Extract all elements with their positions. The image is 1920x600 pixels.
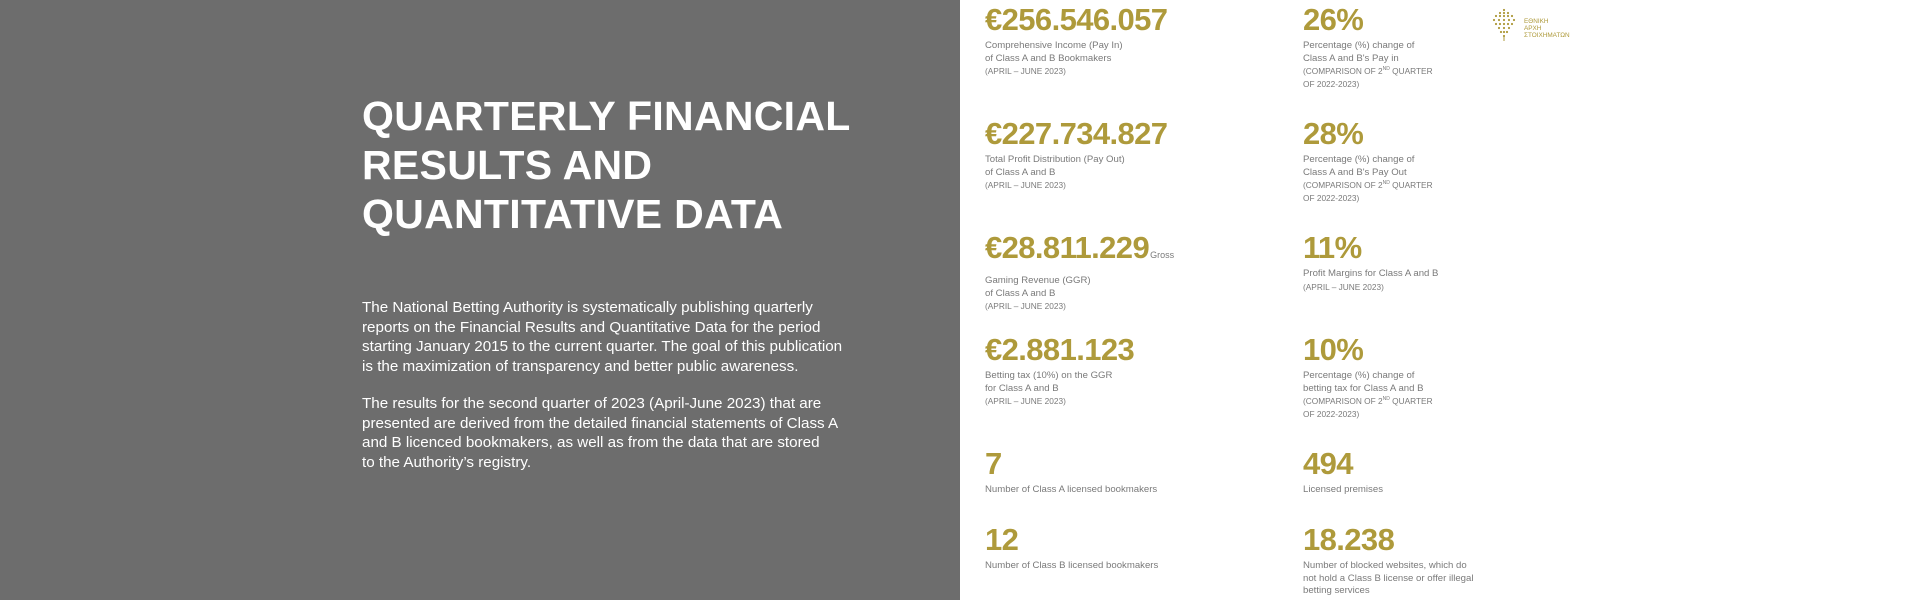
note-text: (COMPARISON OF 2 <box>1303 66 1383 76</box>
label-line: Percentage (%) change of <box>1303 370 1415 381</box>
logo-line: ΕΘΝΙΚΗ <box>1524 18 1549 25</box>
note-text: (COMPARISON OF 2 <box>1303 180 1383 190</box>
stat-value: €256.546.057 <box>985 2 1168 37</box>
intro-paragraph <box>362 298 882 376</box>
label-line: Number of blocked websites, which do <box>1303 560 1467 571</box>
stat-label <box>1303 268 1438 293</box>
label-note: (APRIL – JUNE 2023) <box>1303 281 1384 292</box>
stat-value: 26% <box>1303 2 1364 37</box>
paragraph-line: The results for the second quarter of 2023 (April-June 2023) that are <box>362 395 822 412</box>
note-superscript: ND <box>1382 396 1390 403</box>
label-line: betting tax for Class A and B <box>1303 382 1424 394</box>
label-note: (APRIL – JUNE 2023) <box>985 180 1066 190</box>
stat-value: 18.238 <box>1303 522 1395 557</box>
label-line: for Class A and B <box>985 382 1059 394</box>
note-text: QUARTER <box>1389 66 1433 76</box>
title-line: QUANTITATIVE DATA <box>362 191 784 237</box>
label-note <box>1303 179 1433 192</box>
label-line: Comprehensive Income (Pay In) <box>985 40 1123 51</box>
label-note: OF 2022-2023) <box>1303 408 1360 419</box>
stat-label <box>985 484 1157 497</box>
note-superscript: ND <box>1382 180 1390 187</box>
title-line: QUARTERLY FINANCIAL <box>362 93 851 139</box>
label-line: Profit Margins for Class A and B <box>1303 268 1439 279</box>
label-line: Licensed premises <box>1303 484 1383 495</box>
note-text: QUARTER <box>1389 396 1433 406</box>
stat-label <box>985 275 1174 313</box>
stat-pay-out-change <box>1303 118 1433 204</box>
stat-class-b <box>985 524 1158 573</box>
logo-text <box>1524 18 1570 39</box>
label-line: of Class A and B <box>985 166 1056 178</box>
stat-value: 11% <box>1303 230 1362 265</box>
label-line: betting services <box>1303 585 1370 596</box>
stat-suffix: Gross <box>1150 250 1175 260</box>
paragraph-line: starting January 2015 to the current quarter. The goal of this publication <box>362 338 843 355</box>
stat-label <box>985 560 1158 573</box>
stat-label <box>985 370 1134 408</box>
authority-logo <box>1490 8 1580 44</box>
label-note <box>1303 395 1433 408</box>
stat-label <box>985 40 1167 78</box>
stat-pay-in <box>985 4 1167 78</box>
logo-line: ΑΡΧΗ <box>1524 25 1542 32</box>
stat-value: €2.881.123 <box>985 332 1135 367</box>
lattice-emblem-icon <box>1490 8 1518 42</box>
label-line: of Class A and B Bookmakers <box>985 52 1112 64</box>
paragraph-line: presented are derived from the detailed financial statements of Class A <box>362 414 839 432</box>
stat-blocked-websites <box>1303 524 1473 598</box>
note-superscript: ND <box>1382 66 1390 73</box>
label-note: (APRIL – JUNE 2023) <box>985 66 1066 76</box>
note-text: (COMPARISON OF 2 <box>1303 396 1383 406</box>
paragraph-line: The National Betting Authority is systematically publishing quarterly <box>362 299 813 316</box>
stat-profit-margins <box>1303 232 1438 293</box>
stat-pay-in-change <box>1303 4 1433 90</box>
label-line: Class A and B's Pay Out <box>1303 166 1407 178</box>
logo-line: ΣΤΟΙΧΗΜΑΤΩΝ <box>1524 32 1570 39</box>
stat-value: 494 <box>1303 446 1353 481</box>
paragraph-line: and B licenced bookmakers, as well as from the data that are stored <box>362 434 820 451</box>
page-title <box>362 92 882 239</box>
label-line: Percentage (%) change of <box>1303 154 1415 165</box>
label-line: not hold a Class B license or offer illegal <box>1303 572 1474 584</box>
stat-value: 12 <box>985 522 1019 557</box>
stat-label <box>985 154 1167 192</box>
label-line: Percentage (%) change of <box>1303 40 1415 51</box>
stat-ggr <box>985 232 1174 313</box>
stat-premises <box>1303 448 1383 497</box>
stat-value: 7 <box>985 446 1002 481</box>
stat-value: 10% <box>1303 332 1364 367</box>
stat-number: €28.811.229 <box>985 230 1150 265</box>
stat-value <box>985 232 1174 271</box>
label-line: of Class A and B <box>985 287 1056 299</box>
stat-value: €227.734.827 <box>985 116 1168 151</box>
label-note: (APRIL – JUNE 2023) <box>985 301 1066 311</box>
label-note: OF 2022-2023) <box>1303 192 1360 203</box>
label-note: OF 2022-2023) <box>1303 78 1360 89</box>
label-note: (APRIL – JUNE 2023) <box>985 396 1066 406</box>
paragraph-line: reports on the Financial Results and Quantitative Data for the period <box>362 318 821 336</box>
stat-class-a <box>985 448 1157 497</box>
paragraph-line: is the maximization of transparency and better public awareness. <box>362 357 799 375</box>
stat-label <box>1303 370 1433 420</box>
stat-label <box>1303 154 1433 204</box>
results-paragraph <box>362 394 882 472</box>
title-line: RESULTS AND <box>362 142 653 188</box>
note-text: QUARTER <box>1389 180 1433 190</box>
label-line: Class A and B's Pay in <box>1303 52 1399 64</box>
label-line: Number of Class A licensed bookmakers <box>985 484 1158 495</box>
stat-pay-out <box>985 118 1167 192</box>
stat-value: 28% <box>1303 116 1364 151</box>
label-line: Number of Class B licensed bookmakers <box>985 560 1159 571</box>
stat-label <box>1303 484 1383 497</box>
label-line: Betting tax (10%) on the GGR <box>985 370 1113 381</box>
stat-label <box>1303 560 1473 598</box>
stat-betting-tax <box>985 334 1134 408</box>
paragraph-line: to the Authority’s registry. <box>362 453 532 471</box>
stat-tax-change <box>1303 334 1433 420</box>
label-note <box>1303 65 1433 78</box>
label-line: Gaming Revenue (GGR) <box>985 275 1091 286</box>
label-line: Total Profit Distribution (Pay Out) <box>985 154 1125 165</box>
stat-label <box>1303 40 1433 90</box>
